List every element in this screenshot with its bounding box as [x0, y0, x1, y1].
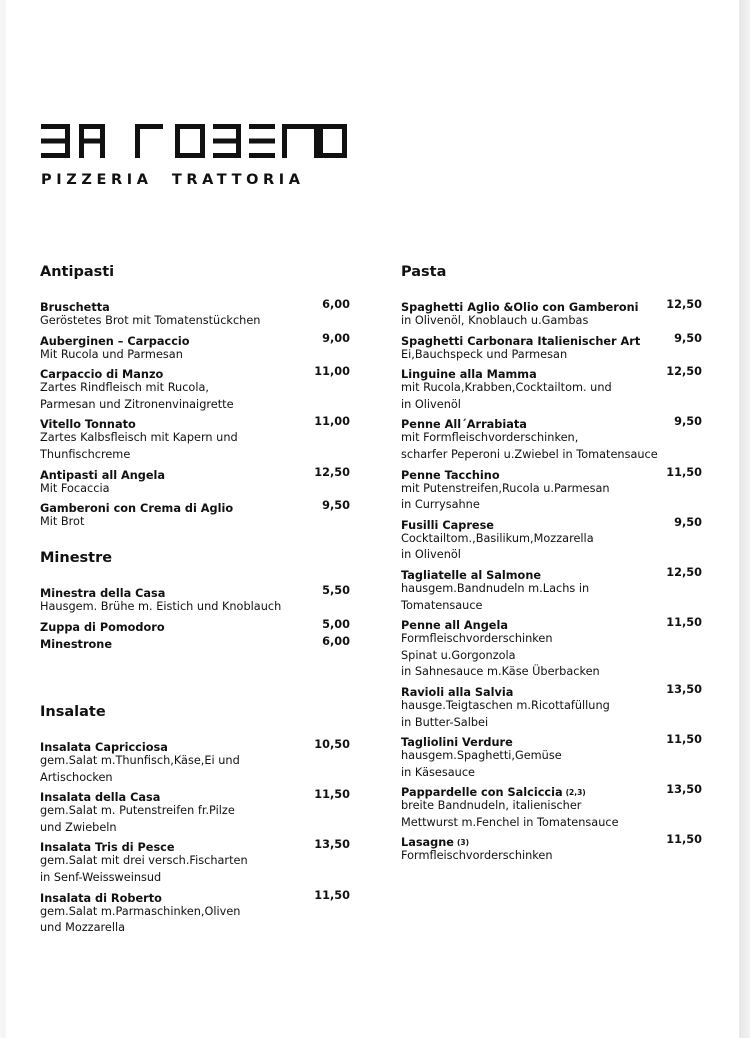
menu-item-header: [401, 731, 702, 748]
section-title: Pasta: [401, 264, 447, 280]
menu-item-minestrone: [40, 633, 350, 650]
menu-item-description: Hausgem. Brühe m. Eistich und Knoblauch: [40, 600, 282, 613]
menu-item-description: scharfer Peperoni u.Zwiebel in Tomatensauce: [401, 447, 658, 461]
menu-item-header: [40, 736, 350, 753]
menu-item-header: [40, 296, 350, 313]
page-edge-shadow: [739, 0, 750, 1038]
menu-item-header: [401, 514, 702, 531]
menu-item-penne-tacchino: [401, 464, 702, 514]
menu-item-price: 11,50: [666, 616, 702, 630]
menu-item-zuppa-di-pomodoro: [40, 616, 350, 633]
menu-item-description: Mit Focaccia: [40, 481, 110, 495]
section-minestre: [40, 548, 350, 702]
section-title: Minestre: [40, 550, 113, 566]
spacer: [40, 722, 350, 736]
menu-item-header: [40, 786, 350, 803]
spacer: [40, 568, 350, 582]
menu-item-name: Minestra della Casa: [40, 587, 166, 600]
menu-item-price: 9,50: [674, 415, 702, 429]
menu-item-description: gem.Salat m. Putenstreifen fr.Pilze: [40, 804, 235, 818]
menu-item-penne-all-angela: [401, 614, 702, 681]
menu-item-price: 11,50: [666, 465, 702, 479]
menu-item-name: Vitello Tonnato: [40, 418, 136, 432]
menu-item-header: [401, 330, 702, 347]
menu-item-name: Bruschetta: [40, 301, 110, 314]
menu-item-header: [40, 497, 350, 514]
menu-item-price: 5,00: [322, 617, 350, 631]
section-pasta: [401, 262, 702, 865]
menu-item-header: [401, 363, 702, 380]
menu-item-header: [401, 413, 702, 430]
menu-item-lasagne: [401, 831, 702, 865]
menu-item-description: hausge.Teigtaschen m.Ricottafüllung: [401, 698, 610, 712]
menu-item-description: Mettwurst m.Fenchel in Tomatensauce: [401, 815, 619, 829]
menu-item-description: mit Putenstreifen,Rucola u.Parmesan: [401, 481, 610, 495]
menu-item-name: Spaghetti Carbonara Italienischer Art: [401, 334, 641, 348]
menu-item-allergen-note: (3): [456, 838, 470, 848]
menu-item-header: [40, 887, 350, 904]
menu-item-gamberoni-con-crema-di-aglio: [40, 497, 350, 531]
menu-item-description: Formfleischvorderschinken: [401, 849, 553, 863]
menu-item-description: Zartes Kalbsfleisch mit Kapern und: [40, 431, 238, 445]
menu-item-header: [401, 831, 702, 848]
menu-item-header: [401, 464, 702, 481]
menu-item-tagliatelle-al-salmone: [401, 564, 702, 614]
menu-item-header: [401, 296, 702, 313]
menu-item-header: [401, 681, 702, 698]
menu-item-description: in Senf-Weissweinsud: [40, 870, 162, 884]
menu-item-price: 11,50: [314, 888, 350, 902]
menu-item-header: [40, 413, 350, 430]
menu-item-price: 12,50: [314, 465, 350, 479]
menu-item-name: Auberginen – Carpaccio: [40, 334, 190, 348]
menu-item-price: 13,50: [666, 783, 702, 797]
menu-item-insalata-tris-di-pesce: [40, 836, 350, 886]
menu-item-price: 6,00: [322, 298, 350, 311]
menu-item-name: Penne Tacchino: [401, 468, 500, 482]
menu-item-name: Antipasti all Angela: [40, 468, 166, 482]
menu-item-header: [40, 464, 350, 481]
menu-item-price: 10,50: [314, 738, 350, 751]
menu-item-carpaccio-di-manzo: [40, 363, 350, 413]
spacer: [401, 282, 702, 296]
menu-item-header: [40, 616, 350, 633]
menu-item-header: [40, 633, 350, 650]
menu-item-vitello-tonnato: [40, 413, 350, 463]
restaurant-logo: [41, 124, 347, 158]
menu-item-header: [401, 614, 702, 631]
menu-item-linguine-alla-mamma: [401, 363, 702, 413]
menu-item-description: in Butter-Salbei: [401, 715, 489, 729]
menu-column-right: [401, 262, 702, 865]
menu-item-name: Insalata Capricciosa: [40, 741, 168, 754]
menu-item-price: 12,50: [666, 365, 702, 379]
menu-item-price: 9,50: [674, 331, 702, 345]
restaurant-subtitle: PIZZERIA TRATTORIA: [41, 172, 305, 188]
menu-item-description: in Sahnesauce m.Käse Überbacken: [401, 665, 600, 679]
menu-item-price: 5,50: [322, 584, 350, 597]
menu-item-description: Zartes Rindfleisch mit Rucola,: [40, 381, 209, 395]
menu-item-description: und Mozzarella: [40, 921, 126, 935]
menu-item-bruschetta: [40, 296, 350, 330]
menu-item-price: 11,50: [666, 833, 702, 847]
section-insalate: [40, 702, 350, 937]
spacer: [40, 282, 350, 296]
menu-item-pappardelle-con-salciccia: [401, 781, 702, 831]
menu-item-price: 9,50: [322, 499, 350, 513]
menu-item-allergen-note: (2,3): [565, 788, 586, 798]
menu-item-description: Thunfischcreme: [40, 447, 131, 461]
menu-item-penne-all-arrabiata: [401, 413, 702, 463]
menu-item-description: Mit Rucola und Parmesan: [40, 347, 183, 361]
menu-item-name: Penne all Angela: [401, 619, 508, 633]
menu-item-name: Minestrone: [40, 637, 112, 651]
menu-item-description: Parmesan und Zitronenvinaigrette: [40, 397, 234, 411]
menu-item-minestra-della-casa: [40, 582, 350, 616]
menu-item-description: in Käsesauce: [401, 765, 475, 779]
menu-item-description: breite Bandnudeln, italienischer: [401, 799, 582, 813]
menu-item-name: Insalata della Casa: [40, 791, 161, 805]
menu-item-name: Insalata di Roberto: [40, 891, 162, 905]
menu-item-header: [401, 781, 702, 798]
menu-item-description: mit Formfleischvorderschinken,: [401, 431, 579, 445]
menu-item-header: [40, 836, 350, 853]
menu-item-description: Mit Brot: [40, 515, 85, 529]
menu-item-description: in Olivenöl, Knoblauch u.Gambas: [401, 314, 589, 327]
menu-item-description: in Olivenöl: [401, 397, 461, 411]
menu-item-description: gem.Salat mit drei versch.Fischarten: [40, 854, 248, 868]
menu-item-price: 11,50: [666, 733, 702, 747]
menu-item-insalata-capricciosa: [40, 736, 350, 786]
menu-item-name: Spaghetti Aglio &Olio con Gamberoni: [401, 301, 639, 314]
menu-item-price: 9,50: [674, 515, 702, 529]
section-title: Antipasti: [40, 264, 115, 280]
section-title: Insalate: [40, 704, 106, 720]
menu-item-spaghetti-aglio-olio-con-gamberoni: [401, 296, 702, 330]
menu-item-auberginen-carpaccio: [40, 330, 350, 364]
menu-item-description: in Currysahne: [401, 498, 480, 512]
menu-item-price: 11,00: [314, 365, 350, 379]
section-antipasti: [40, 262, 350, 548]
menu-item-name: Insalata Tris di Pesce: [40, 841, 175, 855]
menu-item-name: Pappardelle con Salciccia: [401, 786, 563, 800]
menu-item-description: und Zwiebeln: [40, 820, 117, 834]
menu-item-name: Gamberoni con Crema di Aglio: [40, 502, 234, 516]
menu-item-name: Fusilli Caprese: [401, 518, 494, 532]
menu-item-name: Tagliatelle al Salmone: [401, 568, 542, 582]
menu-item-price: 11,50: [314, 788, 350, 802]
menu-item-fusilli-caprese: [401, 514, 702, 564]
menu-item-header: [40, 363, 350, 380]
logo-wordmark: [41, 124, 347, 158]
menu-item-description: Ei,Bauchspeck und Parmesan: [401, 347, 568, 361]
menu-item-ravioli-alla-salvia: [401, 681, 702, 731]
menu-item-price: 12,50: [666, 298, 702, 311]
menu-item-price: 13,50: [314, 838, 350, 852]
menu-item-name: Zuppa di Pomodoro: [40, 620, 165, 634]
menu-item-antipasti-all-angela: [40, 464, 350, 498]
menu-item-name: Lasagne: [401, 836, 454, 850]
menu-item-price: 11,00: [314, 415, 350, 429]
menu-item-description: gem.Salat m.Parmaschinken,Oliven: [40, 904, 241, 918]
menu-item-price: 9,00: [322, 331, 350, 345]
menu-item-price: 6,00: [322, 634, 350, 648]
menu-item-description: mit Rucola,Krabben,Cocktailtom. und: [401, 381, 612, 395]
menu-item-description: in Olivenöl: [401, 548, 461, 562]
menu-item-insalata-della-casa: [40, 786, 350, 836]
menu-item-name: Ravioli alla Salvia: [401, 685, 514, 699]
menu-item-description: Tomatensauce: [401, 598, 483, 612]
menu-item-insalata-di-roberto: [40, 887, 350, 937]
menu-item-price: 12,50: [666, 565, 702, 579]
menu-item-description: Geröstetes Brot mit Tomatenstückchen: [40, 314, 261, 327]
menu-item-description: hausgem.Bandnudeln m.Lachs in: [401, 581, 590, 595]
menu-item-description: Cocktailtom.,Basilikum,Mozzarella: [401, 531, 594, 545]
menu-item-tagliolini-verdure: [401, 731, 702, 781]
menu-item-spaghetti-carbonara-italienischer-art: [401, 330, 702, 364]
menu-item-description: Artischocken: [40, 770, 113, 784]
menu-item-description: gem.Salat m.Thunfisch,Käse,Ei und: [40, 754, 240, 767]
menu-item-description: Spinat u.Gorgonzola: [401, 648, 516, 662]
menu-column-left: [40, 262, 350, 937]
menu-item-description: hausgem.Spaghetti,Gemüse: [401, 749, 562, 763]
menu-item-name: Linguine alla Mamma: [401, 368, 537, 382]
menu-item-header: [40, 582, 350, 599]
menu-item-description: Formfleischvorderschinken: [401, 632, 553, 646]
menu-item-name: Carpaccio di Manzo: [40, 368, 164, 382]
menu-item-name: Tagliolini Verdure: [401, 736, 513, 750]
menu-item-name: Penne All´Arrabiata: [401, 418, 527, 432]
menu-item-header: [40, 330, 350, 347]
menu-item-header: [401, 564, 702, 581]
menu-item-price: 13,50: [666, 682, 702, 696]
